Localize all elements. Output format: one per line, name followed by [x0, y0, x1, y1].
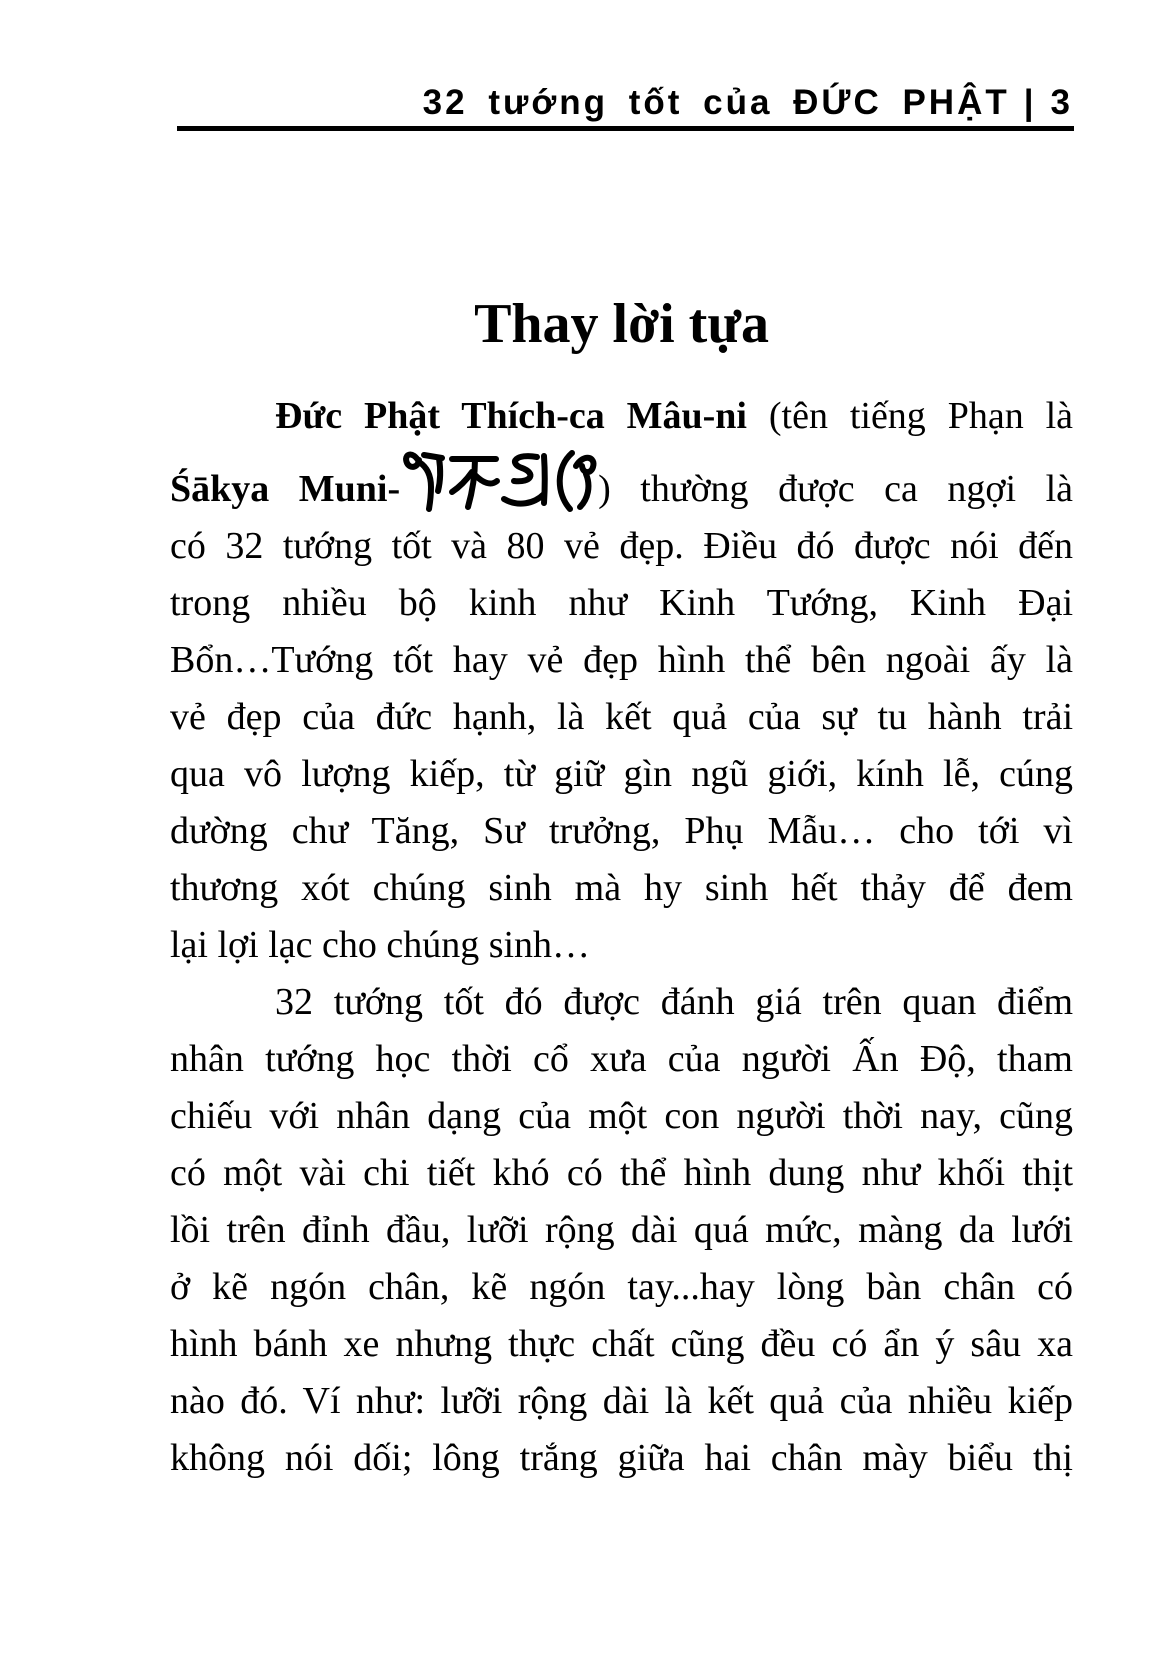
siddham-script-glyphs [400, 445, 598, 517]
text-line [170, 860, 1073, 917]
text-segment: chiếu với nhân dạng của một con người thời nay, cũng [170, 1095, 1073, 1137]
text-line [170, 1202, 1073, 1259]
text-segment: qua vô lượng kiếp, từ giữ gìn ngũ giới, kính lễ, cúng [170, 753, 1073, 795]
text-line [170, 746, 1073, 803]
text-line [170, 1316, 1073, 1373]
header-rule [177, 126, 1074, 131]
page-number: 3 [1050, 83, 1073, 122]
text-line [170, 803, 1073, 860]
paragraph [170, 974, 1073, 1487]
text-line [170, 1031, 1073, 1088]
text-segment: (tên tiếng Phạn là [746, 395, 1073, 437]
text-segment: dường chư Tăng, Sư trưởng, Phụ Mẫu… cho tới vì [170, 810, 1073, 852]
text-segment: có 32 tướng tốt và 80 vẻ đẹp. Điều đó được nói đến [170, 525, 1073, 567]
text-line [170, 1373, 1073, 1430]
section-title: Thay lời tựa [474, 293, 769, 355]
text-line [170, 388, 1073, 445]
text-segment: có một vài chi tiết khó có thể hình dung như khối thịt [170, 1152, 1073, 1194]
text-segment: nào đó. Ví như: lưỡi rộng dài là kết quả của nhiều kiếp [170, 1380, 1073, 1422]
bold-text-segment: Đức Phật Thích-ca Mâu-ni [275, 395, 747, 437]
text-segment: thương xót chúng sinh mà hy sinh hết thảy để đem [170, 867, 1073, 909]
text-segment: Bổn…Tướng tốt hay vẻ đẹp hình thể bên ngoài ấy là [170, 639, 1073, 681]
text-line [170, 575, 1073, 632]
text-segment: ) thường được ca ngợi là [598, 468, 1073, 510]
body-text [170, 388, 1073, 1487]
text-line [170, 689, 1073, 746]
text-line [170, 518, 1073, 575]
text-line [170, 632, 1073, 689]
bold-text-segment: Śākya Muni- [170, 468, 401, 510]
text-line [170, 1430, 1073, 1487]
text-segment: hình bánh xe nhưng thực chất cũng đều có ẩn ý sâu xa [170, 1323, 1073, 1365]
text-line [170, 1259, 1073, 1316]
text-segment: lại lợi lạc cho chúng sinh… [170, 924, 591, 966]
text-segment: lồi trên đỉnh đầu, lưỡi rộng dài quá mức, màng da lưới [170, 1209, 1073, 1251]
header-separator: | [1023, 83, 1037, 122]
text-line [170, 917, 1073, 974]
paragraph [170, 388, 1073, 974]
text-line [170, 974, 1073, 1031]
text-segment: trong nhiều bộ kinh như Kinh Tướng, Kinh Đại [170, 582, 1073, 624]
text-segment: 32 tướng tốt đó được đánh giá trên quan điểm [275, 981, 1073, 1023]
text-line [170, 1088, 1073, 1145]
text-segment: vẻ đẹp của đức hạnh, là kết quả của sự tu hành trải [170, 696, 1073, 738]
text-segment: không nói dối; lông trắng giữa hai chân mày biểu thị [170, 1437, 1073, 1479]
running-title: 32 tướng tốt của ĐỨC PHẬT [422, 83, 1010, 122]
page-header [170, 85, 1073, 120]
text-line [170, 445, 1073, 518]
text-segment: ở kẽ ngón chân, kẽ ngón tay...hay lòng bàn chân có [170, 1266, 1073, 1308]
text-segment: nhân tướng học thời cổ xưa của người Ấn Độ, tham [170, 1038, 1073, 1080]
text-line [170, 1145, 1073, 1202]
